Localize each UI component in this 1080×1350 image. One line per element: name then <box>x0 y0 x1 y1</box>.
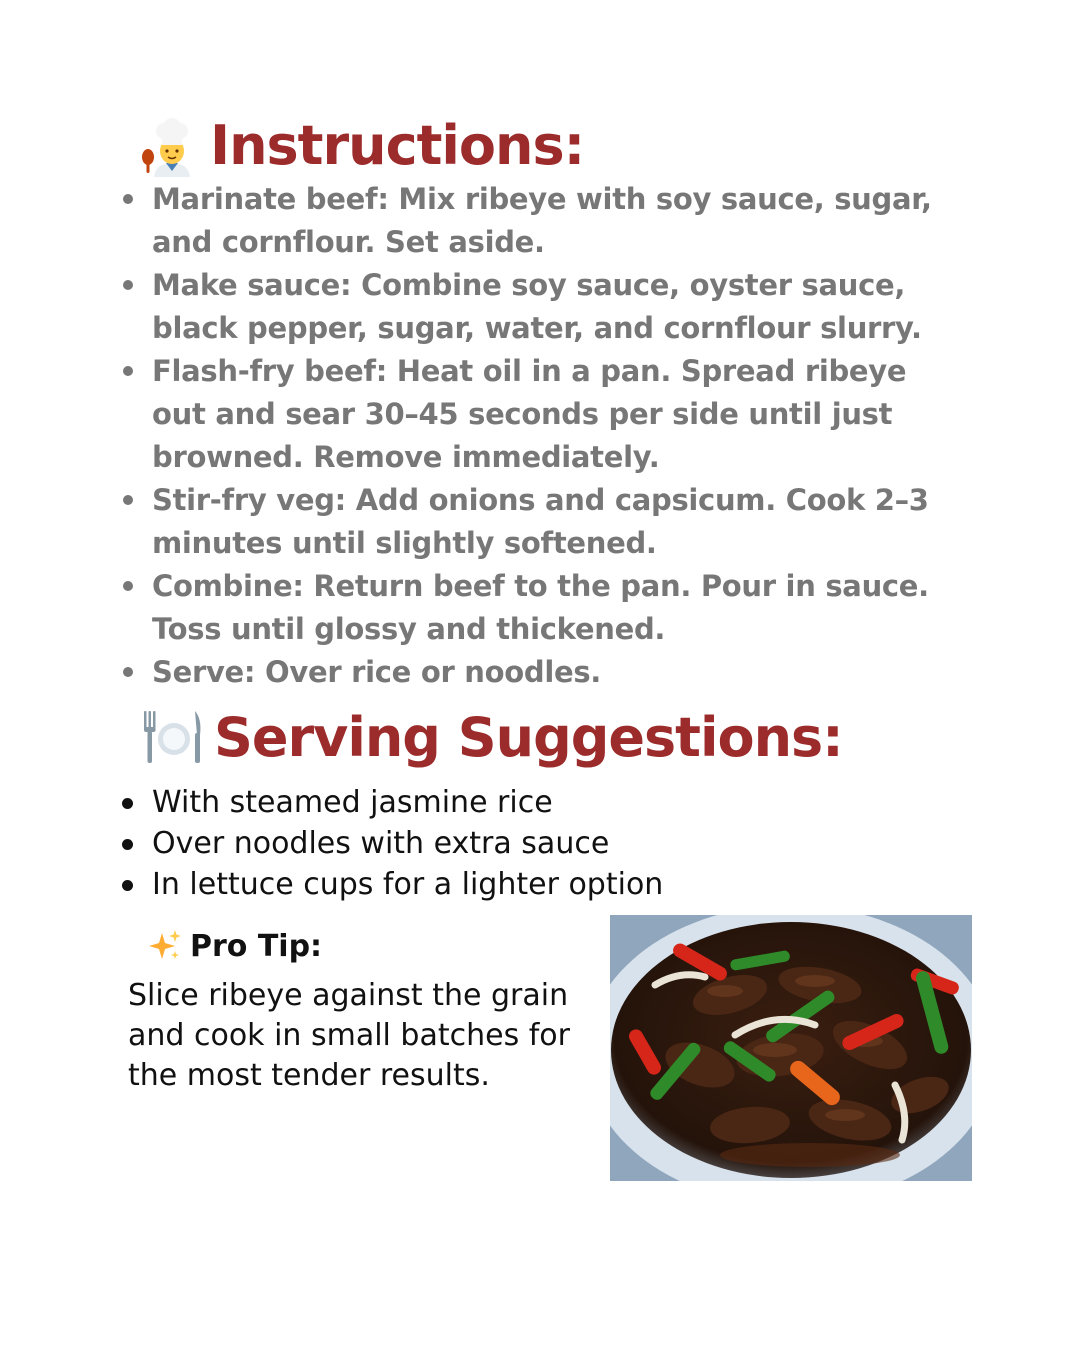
serving-heading <box>140 700 843 774</box>
serving-title: Serving Suggestions: <box>214 705 843 769</box>
sparkles-icon <box>148 929 182 963</box>
chef-icon <box>136 113 200 177</box>
instructions-title: Instructions: <box>210 113 585 177</box>
pro-tip-title: Pro Tip: <box>190 928 323 964</box>
instructions-list <box>152 178 952 694</box>
plate-fork-knife-icon <box>140 705 204 769</box>
list-item: With steamed jasmine rice <box>152 782 952 823</box>
list-item: Combine: Return beef to the pan. Pour in sauce. Toss until glossy and thickened. <box>152 565 952 651</box>
list-item: In lettuce cups for a lighter option <box>152 864 952 905</box>
pro-tip-text: Slice ribeye against the grain and cook in small batches for the most tender results. <box>128 978 570 1093</box>
list-item: Marinate beef: Mix ribeye with soy sauce, sugar, and cornflour. Set aside. <box>152 178 952 264</box>
list-item: Over noodles with extra sauce <box>152 823 952 864</box>
list-item: Serve: Over rice or noodles. <box>152 651 952 694</box>
serving-list <box>152 782 952 905</box>
list-item: Flash-fry beef: Heat oil in a pan. Spread ribeye out and sear 30–45 seconds per side until just browned. Remove immediately. <box>152 350 952 479</box>
list-item: Make sauce: Combine soy sauce, oyster sauce, black pepper, sugar, water, and cornflour slurry. <box>152 264 952 350</box>
pro-tip-heading <box>148 922 322 970</box>
dish-photo <box>610 915 972 1181</box>
list-item: Stir-fry veg: Add onions and capsicum. Cook 2–3 minutes until slightly softened. <box>152 479 952 565</box>
instructions-heading <box>136 108 584 182</box>
